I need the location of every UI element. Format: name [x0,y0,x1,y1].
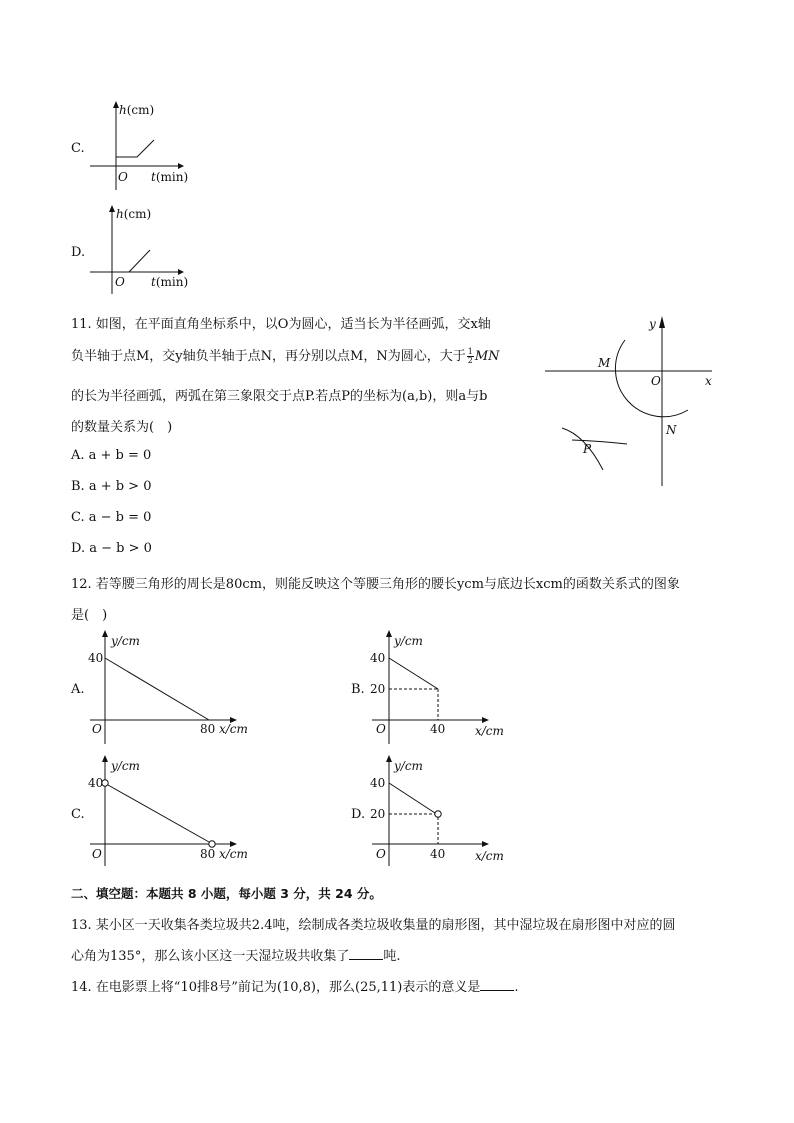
q11-option-d[interactable]: D. a − b > 0 [71,541,152,556]
a-xlab: x/cm [219,722,248,736]
fig-O: O [651,374,661,388]
q13-line2a: 心角为135°，那么该小区这一天湿垃圾共收集了 [71,949,350,964]
q11-line4: 的数量关系为( ) [71,420,173,435]
c-origin: O [118,170,128,184]
q11-option-a[interactable]: A. a + b = 0 [71,448,152,463]
b-x1: 40 [430,722,446,736]
q12-b-label[interactable]: B. [351,682,365,697]
q13-line1: 13. 某小区一天收集各类垃圾共2.4吨，绘制成各类垃圾收集量的扇形图，其中湿垃圾在扇形图中对应的圆 [71,918,676,933]
c-xlab: t(min) [151,170,189,184]
a-ylab: y/cm [111,634,140,648]
c-origin: O [92,847,102,861]
c-ylab: h(cm) [119,103,155,117]
q12-d-label[interactable]: D. [351,807,366,822]
q11-line1: 11. 如图，在平面直角坐标系中，以O为圆心，适当长为半径画弧，交x轴 [71,317,491,332]
fig-y: y [649,317,656,331]
q11-option-b[interactable]: B. a + b > 0 [71,479,152,494]
c-xlab: x/cm [219,847,248,861]
c-ylab: y/cm [111,759,140,773]
b-y0: 40 [370,651,386,665]
a-x1: 80 [200,722,216,736]
c-y0: 40 [88,776,104,790]
q13-line2 [71,945,400,964]
b-y1: 20 [370,682,386,696]
fig-x: x [705,374,712,388]
fig-M: M [598,356,611,370]
section-title: 二、填空题：本题共 8 小题，每小题 3 分，共 24 分。 [71,886,382,901]
q14-line1 [71,976,519,995]
q11-line3: 的长为半径画弧，两弧在第三象限交于点P.若点P的坐标为(a,b)，则a与b [71,389,488,404]
q14-line1a: 14. 在电影票上将“10排8号”前记为(10,8)，那么(25,11)表示的意义是 [71,980,481,995]
half-fraction: $\frac{1}{2}$ [467,347,473,365]
d-origin: O [376,847,386,861]
option-d-label[interactable]: D. [71,245,86,260]
answer-blank[interactable] [480,978,514,991]
q13-line2b: 吨. [383,949,401,964]
d-y0: 40 [370,776,386,790]
d-xlab: x/cm [475,849,504,863]
a-y0: 40 [88,651,104,665]
d-ylab: y/cm [394,759,423,773]
q12-c-label[interactable]: C. [71,807,85,822]
b-xlab: x/cm [475,724,504,738]
q11-line2b: MN [474,349,500,364]
answer-blank[interactable] [349,947,383,960]
q11-option-c[interactable]: C. a − b = 0 [71,510,152,525]
fig-P: P [583,442,592,456]
c-x1: 80 [200,847,216,861]
q11-line2a: 负半轴于点M，交y轴负半轴于点N，再分别以点M，N为圆心，大于 [71,349,466,364]
d-y1: 20 [370,807,386,821]
option-c-label[interactable]: C. [71,141,85,156]
q12-line2: 是( ) [71,608,108,623]
d-ylab: h(cm) [116,207,152,221]
d-xlab: t(min) [151,275,189,289]
b-ylab: y/cm [394,634,423,648]
q14-line1b: . [514,980,519,995]
b-origin: O [376,722,386,736]
q12-a-label[interactable]: A. [71,682,85,697]
d-x1: 40 [430,847,446,861]
d-origin: O [115,275,125,289]
q12-line1: 12. 若等腰三角形的周长是80cm，则能反映这个等腰三角形的腰长ycm与底边长xcm的函数关系式的图象 [71,577,680,592]
a-origin: O [92,722,102,736]
fig-N: N [666,423,677,437]
